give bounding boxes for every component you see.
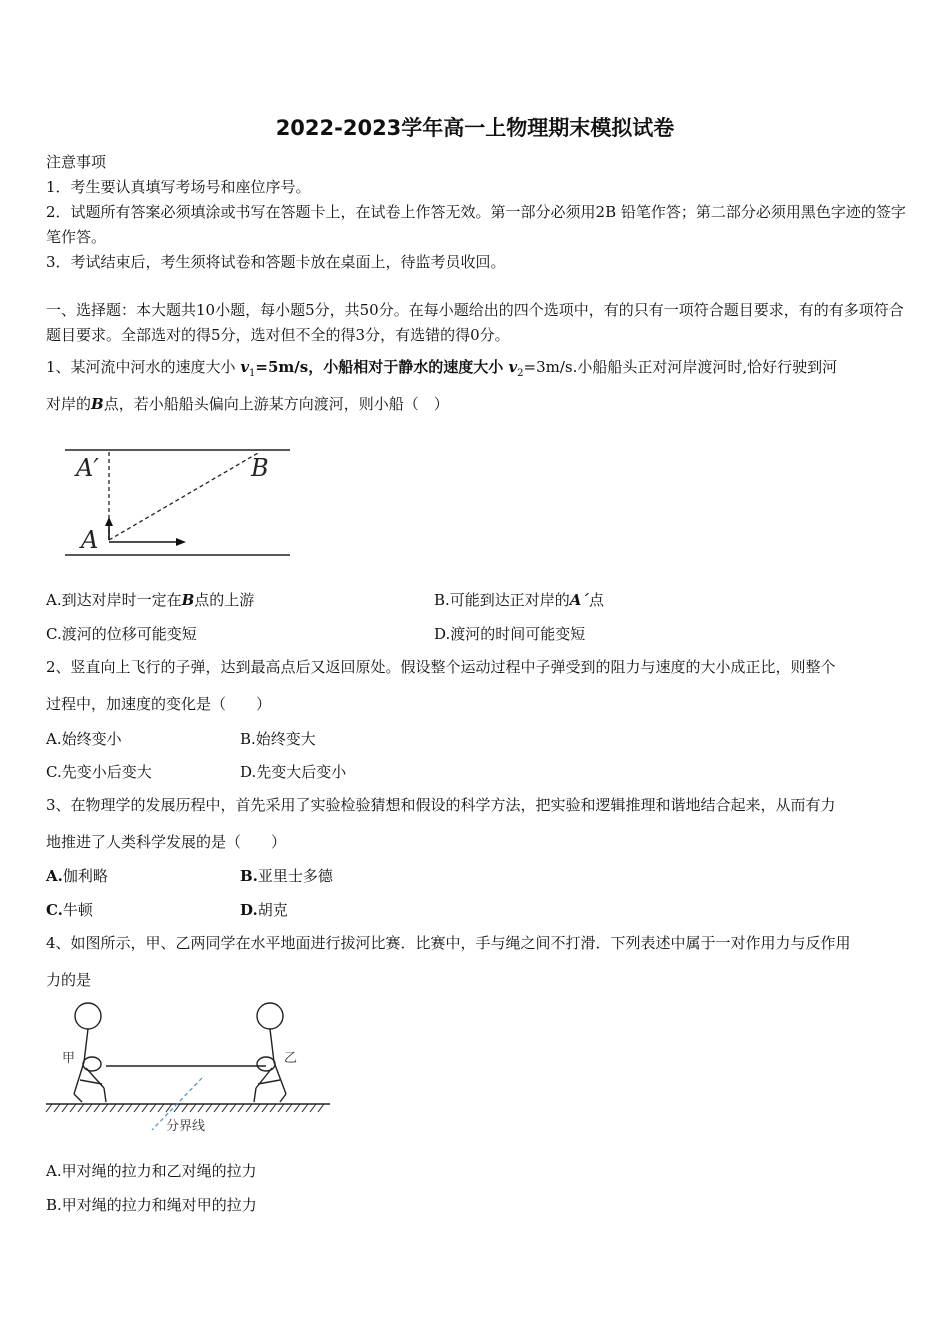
label-boundary: 分界线 [166,1119,206,1134]
label-a: A [81,526,99,554]
label-b: B [251,454,269,482]
q3-stem-line2: 地推进了人类科学发展的是（ ） [46,833,287,851]
page-title: 2022-2023学年高一上物理期末模拟试卷 [275,116,675,140]
q1-option-b[interactable]: B.可能到达正对岸的A´点 [434,591,604,609]
q2-option-a[interactable]: A.始终变小 [46,730,122,748]
q3-option-b[interactable]: B.亚里士多德 [240,867,333,885]
notice-item-1: 1．考生要认真填写考场号和座位序号。 [46,178,311,196]
q1-stem-line2: 对岸的B点，若小船船头偏向上游某方向渡河，则小船（ ） [46,395,449,413]
q1-option-c[interactable]: C.渡河的位移可能变短 [46,625,197,643]
label-jia: 甲 [62,1051,76,1066]
q4-option-a[interactable]: A.甲对绳的拉力和乙对绳的拉力 [46,1162,257,1180]
q1-option-d[interactable]: D.渡河的时间可能变短 [434,625,586,643]
section-instructions: 一、选择题：本大题共10小题，每小题5分，共50分。在每小题给出的四个选项中，有的只有一项符合题目要求，有的有多项符合题目要求。全部选对的得5分，选对但不全的得3分，有选错的得0分。 [46,301,904,344]
q4-stem-line1: 4、如图所示，甲、乙两同学在水平地面进行拔河比赛．比赛中，手与绳之间不打滑．下列表述中属于一对作用力与反作用 [46,934,851,952]
q2-option-c[interactable]: C.先变小后变大 [46,763,152,781]
q4-stem-line2: 力的是 [46,971,92,989]
q2-option-d[interactable]: D.先变大后变小 [240,763,347,781]
notice-heading: 注意事项 [46,153,107,171]
q3-option-a[interactable]: A.伽利略 [46,867,108,885]
notice-item-3: 3．考试结束后，考生须将试卷和答题卡放在桌面上，待监考员收回。 [46,253,506,271]
q1-stem-line1: 1、某河流中河水的速度大小 $v_1=5m/s$，小船相对于静水的速度大小 $v_2=3m/s$.小船船头正对河岸渡河时,恰好行驶到河 [46,358,838,379]
q3-stem-line1: 3、在物理学的发展历程中，首先采用了实验检验猜想和假设的科学方法，把实验和逻辑推理和谐地结合起来，从而有力 [46,796,836,814]
q2-stem-line2: 过程中，加速度的变化是（ ） [46,695,272,713]
notice-item-2: 2．试题所有答案必须填涂或书写在答题卡上，在试卷上作答无效。第一部分必须用2B 铅笔作答；第二部分必须用黑色字迹的签字笔作答。 [46,203,906,246]
q3-option-d[interactable]: D.胡克 [240,901,288,919]
q4-option-b[interactable]: B.甲对绳的拉力和绳对甲的拉力 [46,1196,257,1214]
label-a-prime: A′ [76,454,99,482]
q2-option-b[interactable]: B.始终变大 [240,730,316,748]
q1-option-a[interactable]: A.到达对岸时一定在B点的上游 [46,591,255,609]
q1-river-diagram [60,440,300,565]
q3-option-c[interactable]: C.牛顿 [46,901,93,919]
q4-tug-of-war-diagram [44,996,336,1140]
q2-stem-line1: 2、竖直向上飞行的子弹，达到最高点后又返回原处。假设整个运动过程中子弹受到的阻力与速度的大小成正比，则整个 [46,658,836,676]
label-yi: 乙 [284,1051,298,1066]
